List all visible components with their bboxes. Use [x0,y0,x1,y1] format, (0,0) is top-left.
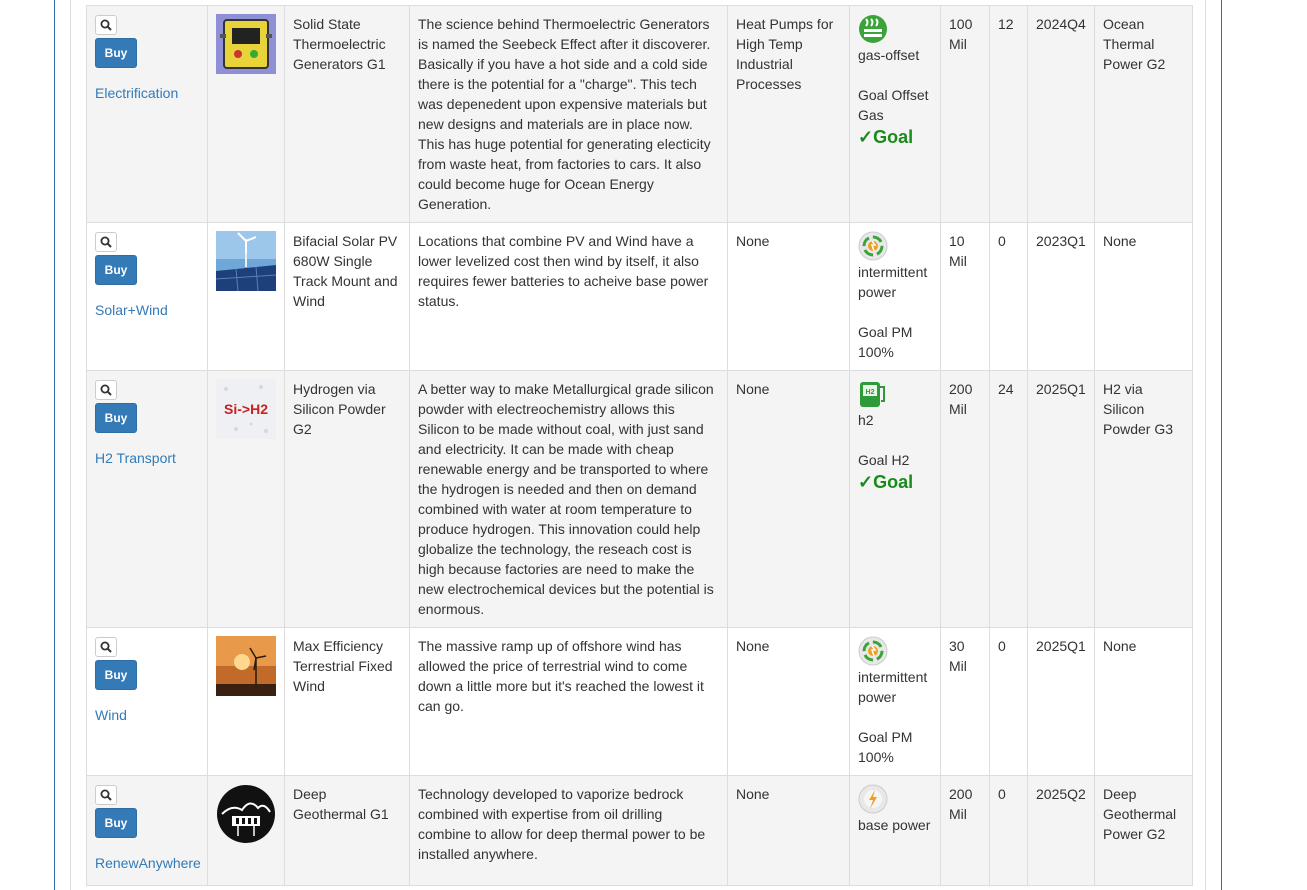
goal-cell [850,223,941,371]
category-link[interactable]: RenewAnywhere [95,855,201,871]
goal-type: h2 [858,412,874,428]
intermittent-power-icon [858,636,888,666]
goal-cell [850,371,941,628]
solar-wind-image [216,231,276,291]
silicon-hydrogen-image [216,379,276,439]
requires: None [728,628,850,776]
deep-geothermal-image [216,784,276,844]
cost: 100 Mil [941,6,990,223]
table-row [87,628,1193,776]
tech-description: Technology developed to vaporize bedrock combined with expertise from oil drilling combine to allow for deep thermal power to be installed anywhere. [410,776,728,886]
thumbnail-cell [208,223,285,371]
next-tech: H2 via Silicon Powder G3 [1095,371,1193,628]
next-tech: Deep Geothermal Power G2 [1095,776,1193,886]
months: 0 [990,628,1028,776]
cost: 200 Mil [941,776,990,886]
cost: 30 Mil [941,628,990,776]
intermittent-power-icon [858,231,888,261]
tech-name: Max Efficiency Terrestrial Fixed Wind [285,628,410,776]
next-tech: None [1095,628,1193,776]
actions-cell [87,6,208,223]
tech-name: Hydrogen via Silicon Powder G2 [285,371,410,628]
tech-description: The massive ramp up of offshore wind has allowed the price of terrestrial wind to come down a little more but it's reached the lowest it can go. [410,628,728,776]
table-row [87,776,1193,886]
research-table [86,5,1193,886]
category-link[interactable]: Wind [95,707,127,723]
buy-button[interactable]: Buy [95,403,137,433]
goal-achieved-badge: ✓Goal [858,127,914,147]
thumbnail-cell [208,6,285,223]
requires: None [728,776,850,886]
months: 12 [990,6,1028,223]
category-link[interactable]: H2 Transport [95,450,176,466]
actions-cell [87,223,208,371]
category-link[interactable]: Solar+Wind [95,302,168,318]
h2-icon [858,379,888,409]
goal-type: base power [858,817,931,833]
goal-name: Goal Offset Gas [858,87,929,123]
requires: None [728,371,850,628]
thumbnail-cell [208,628,285,776]
gas-offset-icon [858,14,888,44]
quarter: 2025Q1 [1028,371,1095,628]
details-button[interactable] [95,637,117,657]
buy-button[interactable]: Buy [95,808,137,838]
search-icon [100,641,112,653]
tech-name: Bifacial Solar PV 680W Single Track Mount and Wind [285,223,410,371]
buy-button[interactable]: Buy [95,660,137,690]
search-icon [100,789,112,801]
details-button[interactable] [95,380,117,400]
goal-name: Goal PM 100% [858,729,913,765]
buy-button[interactable]: Buy [95,38,137,68]
next-tech: Ocean Thermal Power G2 [1095,6,1193,223]
base-power-icon [858,784,888,814]
actions-cell [87,776,208,886]
details-button[interactable] [95,785,117,805]
goal-achieved-badge: ✓Goal [858,472,914,492]
thumbnail-cell [208,776,285,886]
actions-cell [87,371,208,628]
details-button[interactable] [95,15,117,35]
actions-cell [87,628,208,776]
thumbnail-cell [208,371,285,628]
tech-name: Solid State Thermoelectric Generators G1 [285,6,410,223]
goal-type: intermittent power [858,264,928,300]
requires: None [728,223,850,371]
cost: 10 Mil [941,223,990,371]
goal-cell [850,6,941,223]
months: 0 [990,776,1028,886]
wind-turbine-image [216,636,276,696]
months: 0 [990,223,1028,371]
goal-type: intermittent power [858,669,928,705]
category-link[interactable]: Electrification [95,85,179,101]
cost: 200 Mil [941,371,990,628]
table-row [87,6,1193,223]
months: 24 [990,371,1028,628]
next-tech: None [1095,223,1193,371]
tech-description: A better way to make Metallurgical grade silicon powder with electreochemistry allows this Silicon to be made without coal, with just sand and electricity. It can be made with cheap renewable energy and be transported to where the hydrogen is needed and then on demand combined with water at room temperature to produce hydrogen. This innovation could help globalize the technology, the reseach cost is high because factories are need to make the new electrochemical devices but the potential is enormous. [410,371,728,628]
svg-text:H2: H2 [865,389,875,396]
quarter: 2024Q4 [1028,6,1095,223]
table-row [87,371,1193,628]
goal-cell [850,628,941,776]
search-icon [100,384,112,396]
tech-description: Locations that combine PV and Wind have a lower levelized cost then wind by itself, it also requires fewer batteries to acheive base power status. [410,223,728,371]
buy-button[interactable]: Buy [95,255,137,285]
thermoelectric-generator-image [216,14,276,74]
search-icon [100,236,112,248]
tech-description: The science behind Thermoelectric Generators is named the Seebeck Effect after it discoverer. Basically if you have a hot side and a cold side there is the potential for a "charge". This tech was depenedent upon expensive materials but new designs and materials are in place now. This has huge potential for generating electicity from waste heat, from factories to cars. It also could become huge for Ocean Energy Generation. [410,6,728,223]
quarter: 2025Q1 [1028,628,1095,776]
goal-name: Goal H2 [858,452,910,468]
goal-cell [850,776,941,886]
table-row [87,223,1193,371]
quarter: 2023Q1 [1028,223,1095,371]
search-icon [100,19,112,31]
details-button[interactable] [95,232,117,252]
requires: Heat Pumps for High Temp Industrial Processes [728,6,850,223]
goal-name: Goal PM 100% [858,324,913,360]
goal-type: gas-offset [858,47,920,63]
thumb-caption: Si->H2 [224,401,268,417]
quarter: 2025Q2 [1028,776,1095,886]
tech-name: Deep Geothermal G1 [285,776,410,886]
